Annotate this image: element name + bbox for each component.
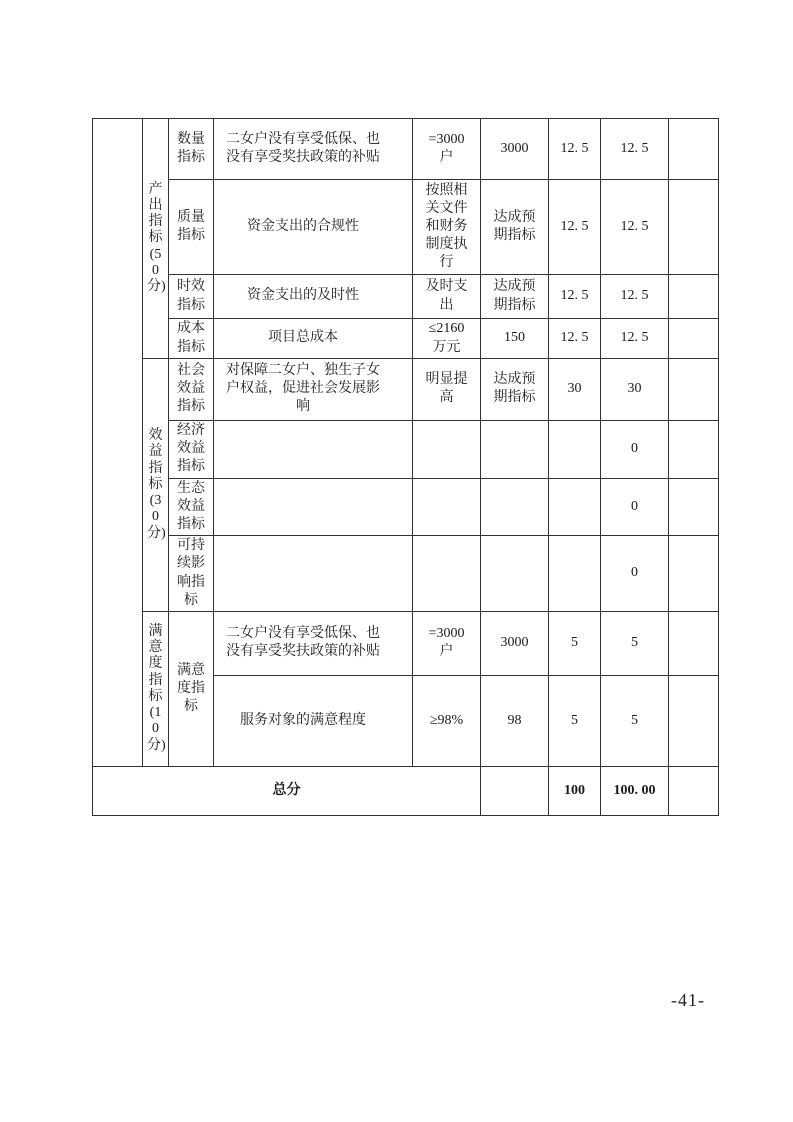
target-value-cell xyxy=(413,420,481,478)
table-row xyxy=(93,478,719,536)
left-margin-cell xyxy=(93,119,143,767)
weight-cell xyxy=(549,478,601,536)
completion-value-cell xyxy=(481,180,549,275)
target-value-cell xyxy=(413,611,481,675)
indicator-name-cell xyxy=(169,420,214,478)
indicator-description-cell xyxy=(214,675,413,766)
completion-value-cell xyxy=(481,319,549,359)
indicator-description-text: 二女户没有享受低保、也没有享受奖扶政策的补贴 xyxy=(226,131,380,165)
completion-value-cell xyxy=(481,420,549,478)
note-cell xyxy=(669,420,719,478)
table-row xyxy=(93,536,719,612)
weight-cell xyxy=(549,536,601,612)
section-label-text: 效益指标(30分) xyxy=(147,428,166,541)
indicator-description-text: 资金支出的及时性 xyxy=(247,288,359,304)
table-row xyxy=(93,359,719,421)
weight-cell: 5 xyxy=(549,675,601,766)
indicator-name-cell xyxy=(169,478,214,536)
table-row xyxy=(93,319,719,359)
indicator-description-cell xyxy=(214,275,413,319)
score-cell: 0 xyxy=(601,478,669,536)
section-label-benefit xyxy=(143,359,169,612)
indicator-name-text: 经济效益指标 xyxy=(177,422,205,475)
completion-value-text: 98 xyxy=(507,712,522,728)
target-value-cell xyxy=(413,359,481,421)
indicator-name-text: 数量指标 xyxy=(177,131,205,165)
target-value-text: =3000户 xyxy=(428,626,465,660)
note-cell xyxy=(669,359,719,421)
table-row xyxy=(93,180,719,275)
score-cell: 12. 5 xyxy=(601,119,669,180)
note-cell xyxy=(669,478,719,536)
completion-value-cell xyxy=(481,359,549,421)
indicator-name-cell xyxy=(169,119,214,180)
target-value-cell xyxy=(413,275,481,319)
section-label-text: 满意度指标(10分) xyxy=(147,623,166,753)
score-cell: 30 xyxy=(601,359,669,421)
indicator-name-text: 质量指标 xyxy=(177,209,205,243)
indicator-name-text: 成本指标 xyxy=(177,321,205,355)
indicator-description-cell xyxy=(214,420,413,478)
target-value-cell xyxy=(413,180,481,275)
indicator-name-text: 可持续影响指标 xyxy=(177,538,205,608)
target-value-cell xyxy=(413,536,481,612)
indicator-name-cell xyxy=(169,611,214,766)
score-cell: 5 xyxy=(601,611,669,675)
weight-cell: 5 xyxy=(549,611,601,675)
indicator-description-text: 项目总成本 xyxy=(268,330,338,346)
weight-cell: 12. 5 xyxy=(549,180,601,275)
table-row xyxy=(93,119,719,180)
table-row xyxy=(93,420,719,478)
note-cell xyxy=(669,119,719,180)
indicator-description-text: 服务对象的满意程度 xyxy=(240,712,366,728)
table-row xyxy=(93,611,719,675)
total-completion-cell xyxy=(481,766,549,815)
indicator-name-cell xyxy=(169,275,214,319)
target-value-text: ≥98% xyxy=(429,712,464,728)
weight-cell xyxy=(549,420,601,478)
weight-cell: 30 xyxy=(549,359,601,421)
note-cell xyxy=(669,675,719,766)
indicator-name-cell xyxy=(169,319,214,359)
completion-value-cell xyxy=(481,119,549,180)
total-label-cell: 总分 xyxy=(93,766,481,815)
score-cell: 12. 5 xyxy=(601,275,669,319)
table-row xyxy=(93,275,719,319)
completion-value-cell xyxy=(481,275,549,319)
note-cell xyxy=(669,536,719,612)
target-value-cell xyxy=(413,675,481,766)
indicator-description-text: 对保障二女户、独生子女户权益，促进社会发展影响 xyxy=(226,363,380,415)
completion-value-cell xyxy=(481,536,549,612)
target-value-cell xyxy=(413,319,481,359)
note-cell xyxy=(669,766,719,815)
completion-value-text: 150 xyxy=(504,330,525,346)
note-cell xyxy=(669,319,719,359)
indicator-name-text: 时效指标 xyxy=(177,279,205,313)
performance-indicator-table xyxy=(92,118,719,816)
note-cell xyxy=(669,611,719,675)
indicator-description-cell xyxy=(214,478,413,536)
target-value-cell xyxy=(413,119,481,180)
completion-value-text: 3000 xyxy=(500,635,529,651)
score-cell: 12. 5 xyxy=(601,319,669,359)
score-cell: 12. 5 xyxy=(601,180,669,275)
completion-value-text: 达成预期指标 xyxy=(493,372,536,406)
weight-cell: 12. 5 xyxy=(549,119,601,180)
section-label-output xyxy=(143,119,169,359)
indicator-description-cell xyxy=(214,359,413,421)
note-cell xyxy=(669,180,719,275)
target-value-text: 按照相关文件和财务制度执行 xyxy=(425,182,468,271)
indicator-name-text: 社会效益指标 xyxy=(177,363,205,415)
target-value-text: 明显提高 xyxy=(425,372,468,406)
indicator-name-cell xyxy=(169,536,214,612)
indicator-name-text: 生态效益指标 xyxy=(177,480,205,532)
indicator-description-cell xyxy=(214,319,413,359)
section-label-satisfaction xyxy=(143,611,169,766)
note-cell xyxy=(669,275,719,319)
completion-value-cell xyxy=(481,675,549,766)
indicator-name-text: 满意度指标 xyxy=(177,662,205,714)
weight-cell: 12. 5 xyxy=(549,275,601,319)
indicator-description-cell xyxy=(214,536,413,612)
target-value-text: =3000户 xyxy=(428,131,465,165)
target-value-cell xyxy=(413,478,481,536)
target-value-text: 及时支出 xyxy=(425,279,468,313)
indicator-description-cell xyxy=(214,119,413,180)
indicator-description-text: 二女户没有享受低保、也没有享受奖扶政策的补贴 xyxy=(226,626,380,660)
indicator-description-cell xyxy=(214,180,413,275)
target-value-text: ≤2160万元 xyxy=(428,321,465,355)
total-row xyxy=(93,766,719,815)
total-score-cell: 100. 00 xyxy=(601,766,669,815)
score-cell: 0 xyxy=(601,536,669,612)
score-cell: 5 xyxy=(601,675,669,766)
indicator-description-cell xyxy=(214,611,413,675)
section-label-text: 产出指标(50分) xyxy=(147,181,166,295)
completion-value-cell xyxy=(481,478,549,536)
score-cell: 0 xyxy=(601,420,669,478)
indicator-name-cell xyxy=(169,359,214,421)
completion-value-text: 达成预期指标 xyxy=(493,209,536,243)
indicator-name-cell xyxy=(169,180,214,275)
indicator-description-text: 资金支出的合规性 xyxy=(247,218,359,234)
weight-cell: 12. 5 xyxy=(549,319,601,359)
completion-value-cell xyxy=(481,611,549,675)
completion-value-text: 3000 xyxy=(500,140,529,156)
total-weight-cell: 100 xyxy=(549,766,601,815)
completion-value-text: 达成预期指标 xyxy=(493,279,536,313)
page-number: -41- xyxy=(671,990,705,1010)
